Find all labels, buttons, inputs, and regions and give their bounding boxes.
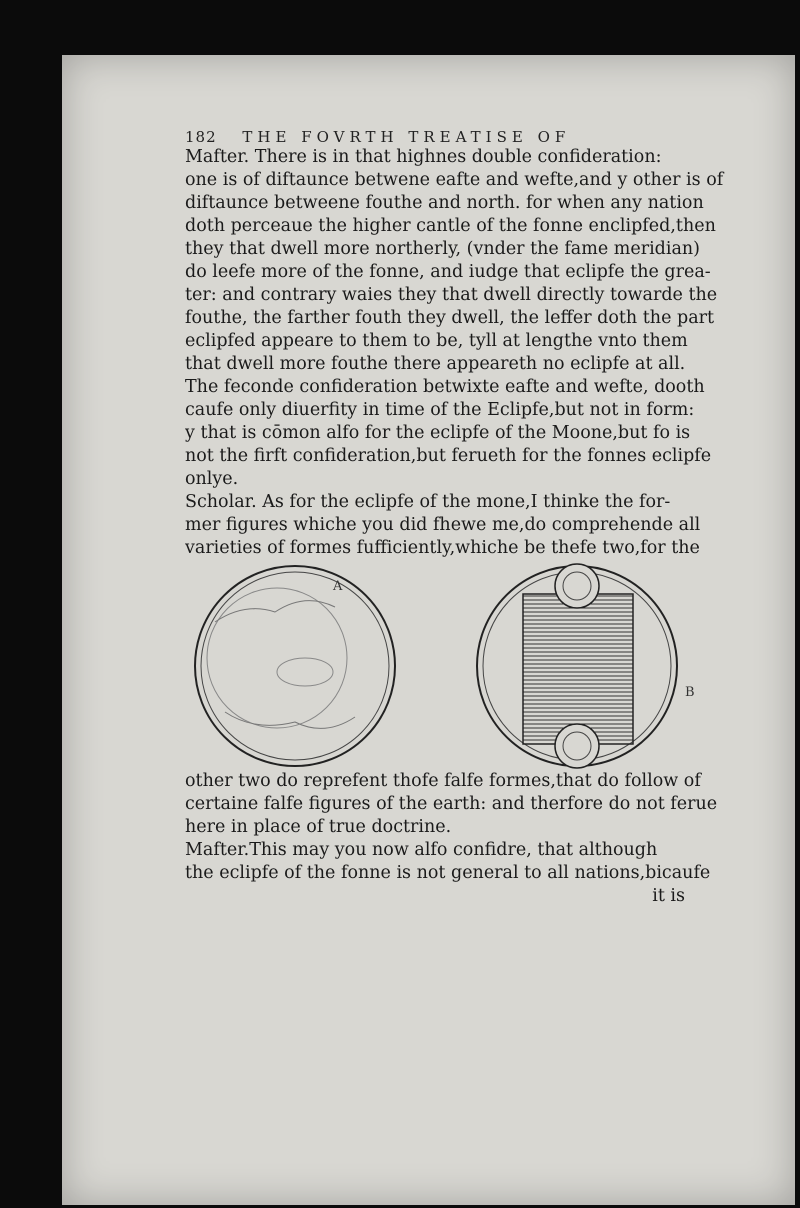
text-line: The feconde confideration betwixte eafte and wefte, dooth	[185, 377, 705, 397]
page-number: 182	[185, 128, 217, 146]
text-line: certaine falfe figures of the earth: and therfore do not ferue	[185, 794, 718, 814]
left-sphere	[195, 566, 395, 766]
running-header	[185, 128, 705, 148]
text-line: onlye.	[185, 469, 239, 489]
text-line: the eclipfe of the fonne is not general to all nations,bicaufe	[185, 863, 711, 883]
text-line: ter: and contrary waies they that dwell directly towarde the	[185, 285, 718, 305]
figure-label-a: A	[333, 579, 343, 594]
running-title: THE FOVRTH TREATISE OF	[242, 128, 571, 146]
text-line: fouthe, the farther fouth they dwell, the leffer doth the part	[185, 308, 715, 328]
eclipse-woodcut-svg	[185, 562, 725, 770]
text-line: y that is cōmon alfo for the eclipfe of the Moone,but fo is	[185, 423, 691, 443]
text-line: do leefe more of the fonne, and iudge that eclipfe the grea-	[185, 262, 711, 282]
text-line: here in place of true doctrine.	[185, 817, 452, 837]
eclipse-figure	[185, 562, 725, 770]
text-line: diftaunce betweene fouthe and north. for when any nation	[185, 193, 704, 213]
text-line: varieties of formes fufficiently,whiche be thefe two,for the	[185, 538, 700, 558]
text-line: mer figures whiche you did fhewe me,do comprehende all	[185, 515, 701, 535]
text-block-lower	[185, 770, 725, 908]
text-line: that dwell more fouthe there appeareth no eclipfe at all.	[185, 354, 686, 374]
figure-label-b: B	[685, 685, 695, 700]
catchword: it is	[652, 886, 685, 906]
text-line: doth perceaue the higher cantle of the fonne enclipfed,then	[185, 216, 716, 236]
text-line: Scholar. As for the eclipfe of the mone,I thinke the for-	[185, 492, 671, 512]
text-line: other two do reprefent thofe falfe formes,that do follow of	[185, 771, 701, 791]
text-line: one is of diftaunce betwene eafte and wefte,and y other is of	[185, 170, 724, 190]
right-sphere	[477, 564, 677, 768]
text-line: they that dwell more northerly, (vnder the fame meridian)	[185, 239, 700, 259]
text-line: Mafter.This may you now alfo confidre, that although	[185, 840, 658, 860]
text-line: caufe only diuerfity in time of the Eclipfe,but not in form:	[185, 400, 695, 420]
text-block-upper	[185, 146, 725, 560]
text-line: not the firft confideration,but ferueth for the fonnes eclipfe	[185, 446, 712, 466]
text-line: Mafter. There is in that highnes double confideration:	[185, 147, 662, 167]
text-line: eclipfed appeare to them to be, tyll at lengthe vnto them	[185, 331, 688, 351]
